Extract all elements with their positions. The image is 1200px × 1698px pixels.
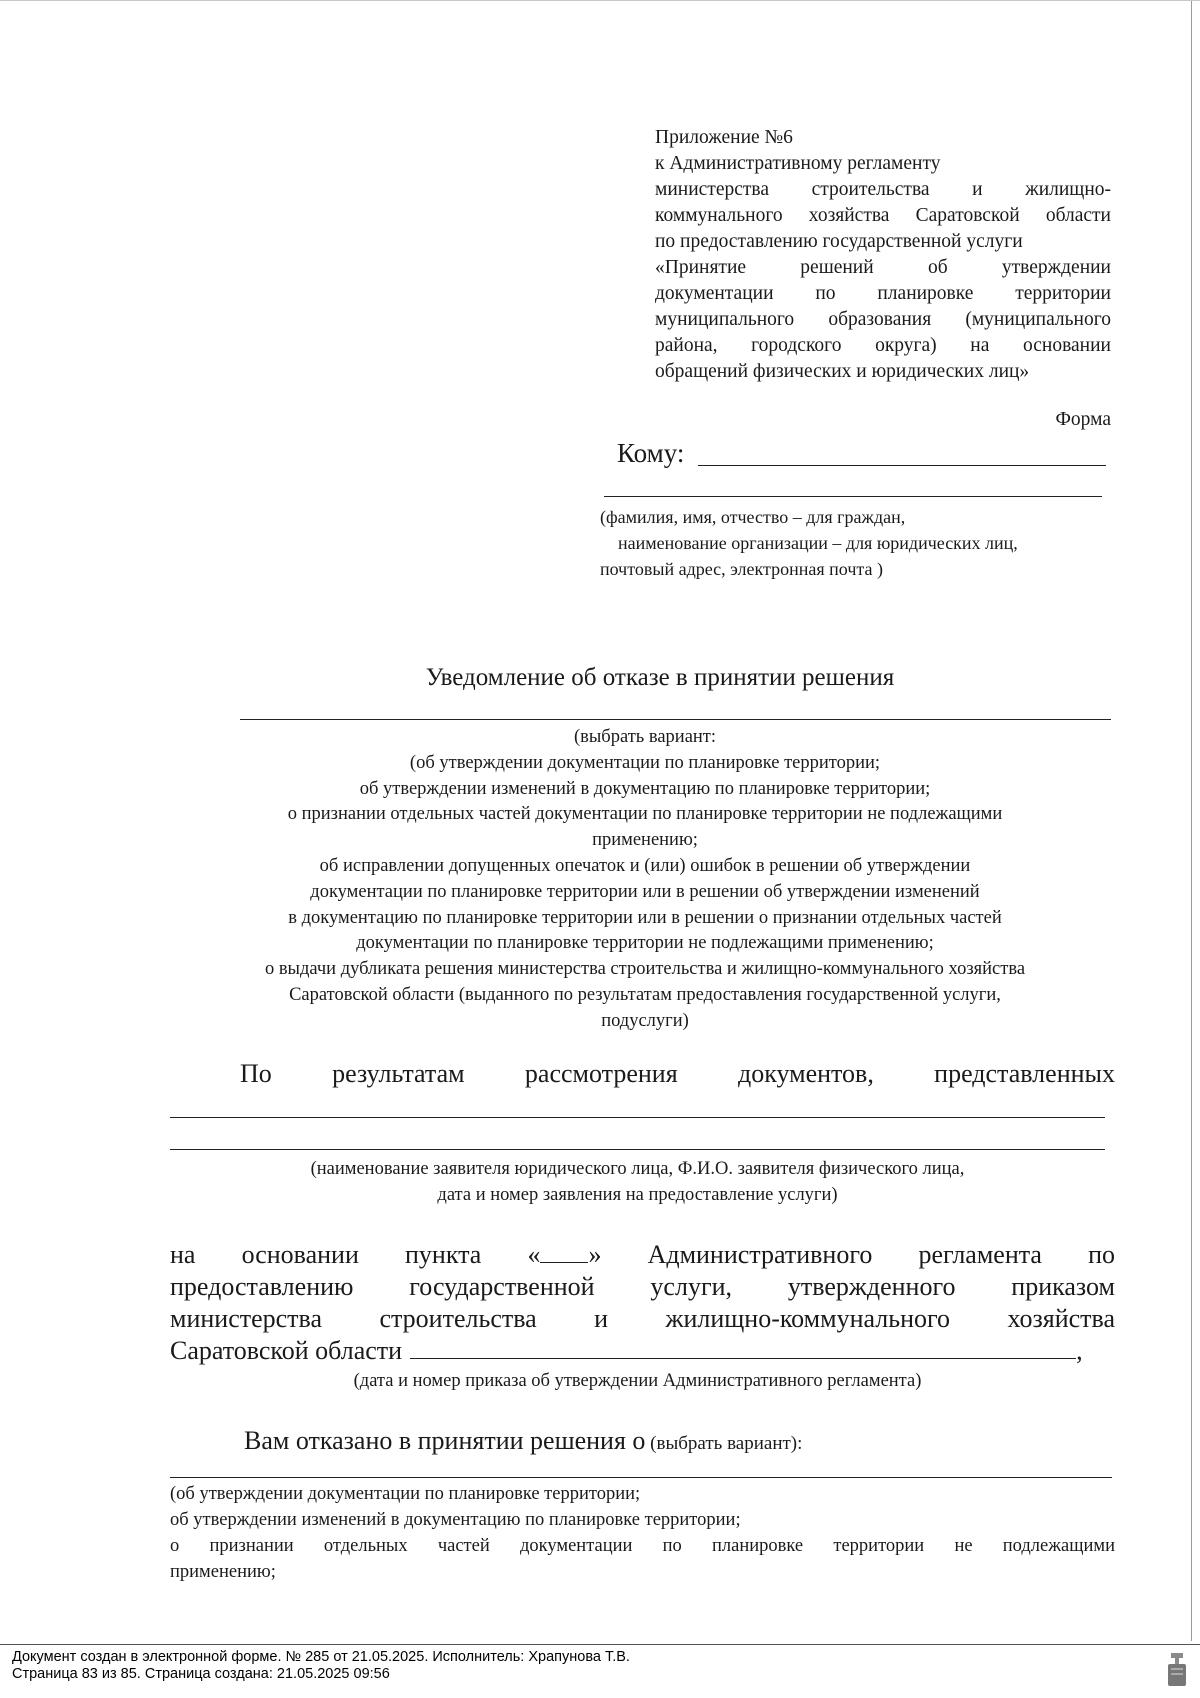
refusal-option: об утверждении изменений в документацию по планировке территории; bbox=[170, 1510, 741, 1530]
variant-line: документации по планировке территории не подлежащими применению; bbox=[356, 933, 934, 954]
variant-line: в документацию по планировке территории или в решении о признании отдельных частей bbox=[288, 907, 1002, 928]
basis-paragraph bbox=[170, 1239, 1115, 1367]
footer-line: Документ создан в электронной форме. № 285 от 21.05.2025. Исполнитель: Храпунова Т.В. bbox=[12, 1649, 630, 1665]
recipient-label: Кому: bbox=[617, 438, 685, 468]
appendix-line: муниципального образования (муниципального bbox=[655, 309, 1111, 330]
refusal-main-text: Вам отказано в принятии решения о bbox=[244, 1426, 646, 1455]
clause-number-field[interactable] bbox=[540, 1240, 588, 1263]
results-paragraph: По результатам рассмотрения документов, представленных bbox=[240, 1059, 1115, 1088]
applicant-field-line-2[interactable] bbox=[170, 1149, 1105, 1150]
appendix-line: «Принятие решений об утверждении bbox=[655, 257, 1111, 278]
recipient-hint bbox=[600, 504, 1120, 582]
notice-title: Уведомление об отказе в принятии решения bbox=[425, 664, 895, 691]
basis-line: министерства строительства и жилищно-коммунального хозяйства bbox=[170, 1304, 1115, 1333]
basis-text: на основании пункта « bbox=[170, 1240, 541, 1269]
variant-line: документации по планировке территории или в решении об утверждении изменений bbox=[310, 881, 980, 902]
basis-line: предоставлению государственной услуги, утвержденного приказом bbox=[170, 1272, 1115, 1301]
variant-line: об исправлении допущенных опечаток и (или) ошибок в решении об утверждении bbox=[319, 855, 971, 876]
variant-line: о выдачи дубликата решения министерства строительства и жилищно-коммунального хозяйства bbox=[264, 959, 1026, 980]
refusal-option: (об утверждении документации по планировке территории; bbox=[170, 1484, 641, 1504]
applicant-hint-line: дата и номер заявления на предоставление услуги) bbox=[437, 1185, 838, 1205]
document-footer bbox=[12, 1649, 1112, 1683]
variant-line: Саратовской области (выданного по результатам предоставления государственной услуги, bbox=[289, 984, 1001, 1005]
variant-line: применению; bbox=[592, 830, 698, 851]
appendix-line: Приложение №6 bbox=[655, 127, 793, 148]
recipient-hint-line: почтовый адрес, электронная почта ) bbox=[600, 559, 883, 579]
basis-line bbox=[170, 1239, 1115, 1271]
recipient-hint-line: (фамилия, имя, отчество – для граждан, bbox=[600, 507, 906, 527]
basis-text: , bbox=[1076, 1336, 1083, 1365]
refusal-variant-field-line[interactable] bbox=[170, 1477, 1112, 1478]
notice-variant-field-line[interactable] bbox=[240, 719, 1111, 720]
recipient-field-line-2[interactable] bbox=[604, 496, 1102, 497]
refusal-option: применению; bbox=[170, 1562, 276, 1582]
recipient-field-line[interactable] bbox=[698, 465, 1106, 466]
variant-line: об утверждении изменений в документацию по планировке территории; bbox=[359, 778, 931, 799]
basis-text: » Административного регламента по bbox=[588, 1240, 1115, 1269]
refusal-option: о признании отдельных частей документации по планировке территории не подлежащими bbox=[170, 1536, 1115, 1556]
scan-edge bbox=[1191, 1, 1192, 1641]
applicant-hint bbox=[170, 1156, 1105, 1208]
footer-line: Страница 83 из 85. Страница создана: 21.05.2025 09:56 bbox=[12, 1666, 390, 1682]
order-hint: (дата и номер приказа об утверждении Административного регламента) bbox=[353, 1371, 922, 1391]
footer-divider bbox=[0, 1644, 1200, 1645]
variant-line: (об утверждении документации по планировке территории; bbox=[409, 752, 881, 773]
appendix-line: коммунального хозяйства Саратовской области bbox=[655, 205, 1111, 226]
notice-variants bbox=[175, 725, 1115, 1035]
applicant-hint-line: (наименование заявителя юридического лица, Ф.И.О. заявителя физического лица, bbox=[310, 1159, 965, 1179]
refusal-heading bbox=[244, 1426, 1104, 1456]
appendix-line: района, городского округа) на основании bbox=[655, 335, 1111, 356]
variant-line: подуслуги) bbox=[601, 1010, 689, 1031]
recipient-hint-line: наименование организации – для юридических лиц, bbox=[618, 533, 1018, 553]
appendix-line: документации по планировке территории bbox=[655, 283, 1111, 304]
appendix-line: по предоставлению государственной услуги bbox=[655, 231, 1023, 252]
applicant-field-line[interactable] bbox=[170, 1117, 1105, 1118]
basis-text: Саратовской области bbox=[170, 1336, 403, 1365]
variant-line: о признании отдельных частей документации по планировке территории не подлежащими bbox=[287, 804, 1003, 825]
appendix-block bbox=[655, 125, 1111, 385]
signature-stamp-icon bbox=[1167, 1653, 1187, 1687]
appendix-line: министерства строительства и жилищно- bbox=[655, 179, 1111, 200]
order-date-number-field[interactable] bbox=[410, 1336, 1076, 1359]
appendix-line: к Административному регламенту bbox=[655, 153, 941, 174]
variant-line: (выбрать вариант: bbox=[573, 727, 717, 747]
refusal-options bbox=[170, 1481, 1115, 1585]
form-label: Форма bbox=[1055, 409, 1111, 430]
appendix-line: обращений физических и юридических лиц» bbox=[655, 361, 1030, 382]
refusal-choose-text: (выбрать вариант): bbox=[645, 1433, 803, 1454]
basis-line bbox=[170, 1335, 1115, 1367]
